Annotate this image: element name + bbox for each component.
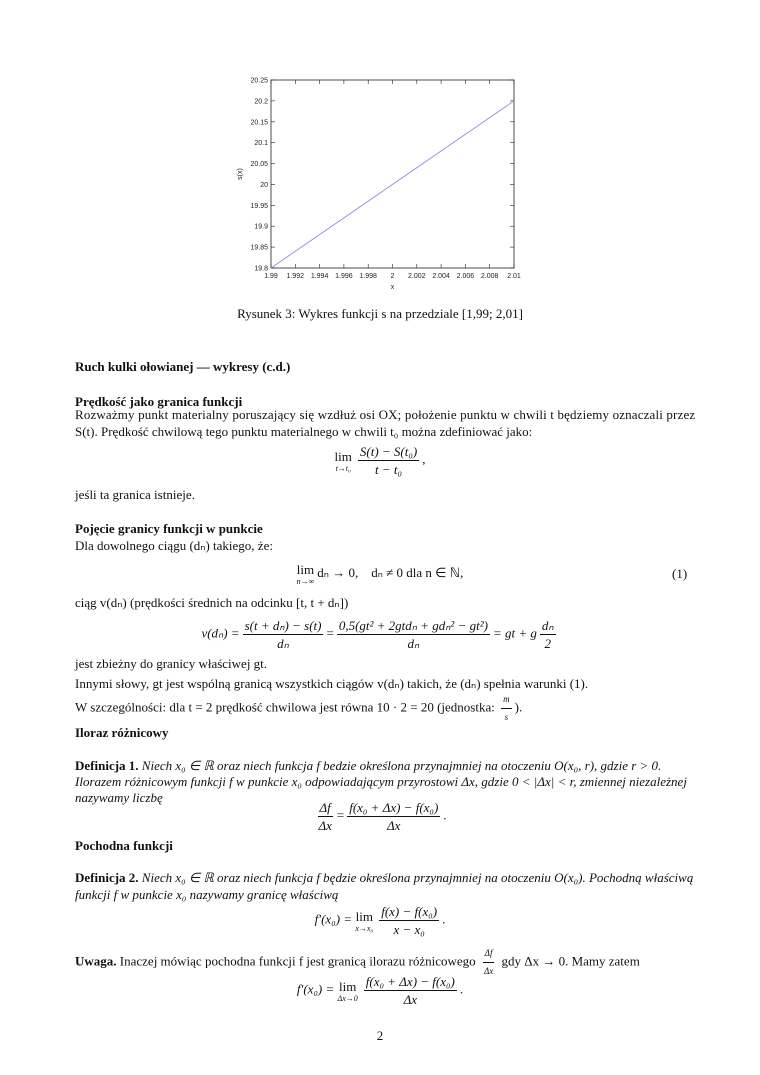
x-tick-label: 2.008: [480, 273, 499, 280]
figure-caption: Rysunek 3: Wykres funkcji s na przedziale [1,99; 2,01]: [237, 306, 523, 321]
denominator: Δx: [403, 992, 418, 1007]
subsection-title: Pojęcie granicy funkcji w punkcie: [75, 521, 263, 536]
y-tick-label: 20.15: [250, 119, 268, 127]
x-tick-label: 2.002: [408, 273, 426, 280]
rhs: = gt + g: [492, 625, 537, 641]
paragraph-line: Rozważmy punkt materialny poruszający się wzdłuż osi OX; położenie punktu w chwili t będziemy oznaczali przez: [75, 407, 696, 422]
subsection-title: Pochodna funkcji: [75, 838, 173, 853]
paragraph-line: jest zbieżny do granicy właściwej gt.: [75, 656, 268, 671]
definition-line: funkcji f w punkcie x₀ nazywamy granicę właściwą: [75, 887, 339, 902]
x-tick-label: 1.998: [359, 273, 377, 280]
difference-quotient-formula: [0, 800, 760, 833]
x-tick-label: 1.996: [335, 273, 353, 280]
paragraph-line: Dla dowolnego ciągu (dₙ) takiego, że:: [75, 538, 273, 553]
section-title: Ruch kulki ołowianej — wykresy (c.d.): [75, 359, 291, 374]
paragraph-line: Innymi słowy, gt jest wspólną granicą wszystkich ciągów v(dₙ) takich, że (dₙ) spełnia warunki (1).: [75, 676, 589, 691]
punct: ,: [422, 451, 426, 467]
paragraph-line: [75, 692, 522, 725]
punct: .: [459, 981, 464, 997]
y-tick-label: 20.25: [250, 77, 268, 85]
text: gdy Δx → 0. Mamy zatem: [498, 953, 640, 969]
definition-line: Ilorazem różnicowym funkcji f w punkcie x₀ odpowiadającym przyrostowi Δx, gdzie 0 < |Δx| < r, zmiennej niezależnej: [75, 774, 687, 789]
text: ).: [514, 699, 523, 715]
lim: lim: [339, 978, 357, 994]
text: Niech x₀ ∈ ℝ oraz niech funkcja f będzie określona przynajmniej na otoczeniu O(x₀). Pochodną właściwą: [141, 870, 694, 885]
y-tick-label: 19.95: [250, 202, 268, 210]
equation-1: [0, 562, 760, 586]
subsection-title: Prędkość jako granica funkcji: [75, 394, 243, 409]
x-tick-label: 2.004: [432, 273, 450, 280]
paragraph-line: S(t). Prędkość chwilową tego punktu materialnego w chwili t₀ można zdefiniować jako:: [75, 424, 533, 439]
x-tick-label: 2.006: [456, 273, 475, 280]
lim-sub: n→∞: [296, 577, 315, 586]
x-tick-label: 2.01: [507, 273, 521, 280]
equals: =: [326, 625, 334, 641]
denominator: t − t₀: [375, 462, 403, 477]
denominator: x − x₀: [393, 922, 425, 937]
x-axis-label: x: [390, 284, 395, 291]
definition-label: Definicja 1.: [75, 758, 139, 773]
numerator: f(x) − f(x₀): [381, 904, 438, 919]
numerator: Δf: [319, 800, 331, 815]
numerator: f(x₀ + Δx) − f(x₀): [365, 974, 455, 989]
derivative-formula: [0, 904, 760, 937]
limit-formula: [0, 444, 760, 477]
punct: .: [442, 911, 446, 927]
lhs: f′(x₀) =: [296, 981, 335, 997]
text: Inaczej mówiąc pochodna funkcji f jest granicą ilorazu różnicowego: [119, 953, 479, 969]
definition-label: Definicja 2.: [75, 870, 139, 885]
page-number: 2: [376, 1028, 384, 1043]
denominator: dₙ: [407, 636, 420, 651]
definition-line: [75, 870, 693, 885]
numerator: m: [501, 692, 512, 709]
lim: lim: [296, 562, 315, 577]
lim-sub: t→t₀: [335, 463, 351, 473]
definition-line: [75, 758, 661, 773]
lhs: v(dₙ) =: [201, 625, 240, 641]
denominator: Δx: [318, 818, 332, 833]
numerator: s(t + dₙ) − s(t): [244, 618, 322, 633]
paragraph-line: ciąg v(dₙ) (prędkości średnich na odcinku [t, t + dₙ]): [75, 595, 349, 610]
x-tick-label: 1.992: [286, 273, 305, 280]
note-label: Uwaga.: [75, 953, 117, 969]
text: Niech x₀ ∈ ℝ oraz niech funkcja f bedzie określona przynajmniej na otoczeniu O(x₀, r), gdzie r > 0.: [141, 758, 662, 773]
y-tick-label: 19.8: [254, 265, 268, 273]
subsection-title: Iloraz różnicowy: [75, 725, 169, 740]
x-tick-label: 1.99: [264, 273, 278, 280]
punct: .: [443, 807, 447, 823]
x-tick-label: 2: [390, 273, 395, 280]
y-tick-label: 19.9: [254, 223, 268, 231]
chart: [228, 70, 528, 300]
equation-velocity: [0, 618, 760, 651]
y-tick-label: 19.85: [250, 244, 268, 252]
y-tick-label: 20.2: [254, 98, 268, 106]
numerator: Δf: [483, 946, 495, 963]
denominator: Δx: [387, 818, 401, 833]
lim-sub: x→x₀: [355, 923, 374, 933]
lhs: f′(x₀) =: [314, 911, 353, 927]
text: W szczególności: dla t = 2 prędkość chwilowa jest równa 10 · 2 = 20 (jednostka:: [75, 699, 499, 715]
y-tick-label: 20.1: [254, 140, 268, 148]
equals: =: [336, 807, 345, 823]
lim: lim: [334, 448, 352, 464]
series-line-s(x): [271, 101, 514, 268]
lim-sub: Δx→0: [337, 993, 358, 1003]
y-tick-label: 20.05: [250, 161, 268, 169]
paragraph-line: jeśli ta granica istnieje.: [75, 487, 195, 502]
definition-line: nazywamy liczbę: [75, 790, 163, 805]
numerator: 0,5(gt² + 2gtdₙ + gdₙ² − gt²): [338, 618, 488, 633]
equation-body: dₙ → 0, dₙ ≠ 0 dla n ∈ ℕ,: [317, 564, 464, 580]
denominator: Δx: [483, 966, 494, 976]
y-tick-label: 20: [260, 181, 268, 189]
numerator: f(x₀ + Δx) − f(x₀): [349, 800, 439, 815]
lim: lim: [355, 908, 373, 924]
equation-number: (1): [672, 566, 688, 581]
numerator: S(t) − S(t₀): [359, 444, 418, 459]
denominator: dₙ: [277, 636, 289, 651]
denominator: 2: [544, 636, 551, 651]
x-tick-label: 1.994: [310, 273, 329, 280]
derivative-formula-2: [0, 974, 760, 1007]
y-axis-label: s(x): [237, 168, 244, 180]
plot-frame: [271, 80, 514, 268]
numerator: dₙ: [541, 618, 554, 633]
denominator: s: [504, 712, 509, 722]
